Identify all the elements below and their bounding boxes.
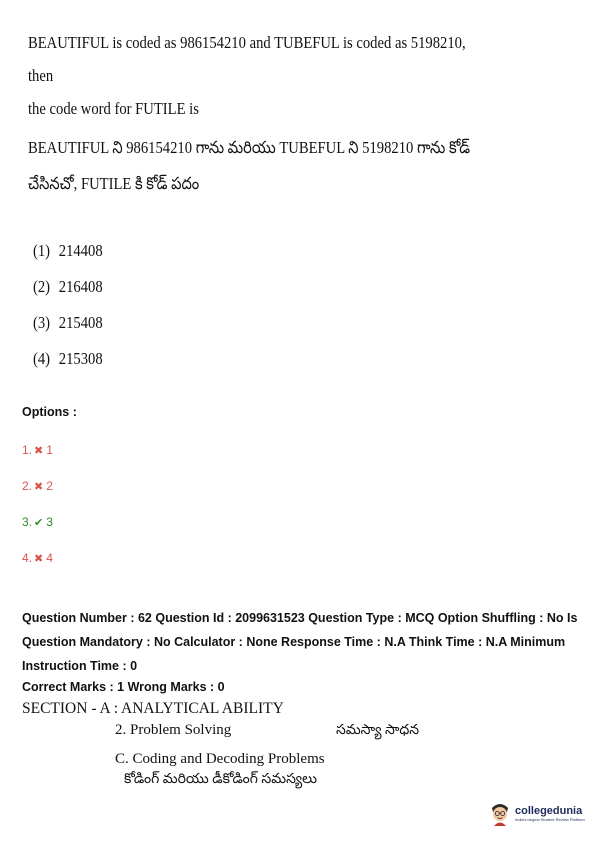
choice-value: 215408 — [58, 313, 103, 332]
choice-value: 216408 — [58, 277, 103, 296]
section-subtopic: 2. Problem Solving — [115, 722, 232, 738]
section-category: C. Coding and Decoding Problems — [115, 751, 325, 767]
answer-choices — [33, 239, 114, 383]
section-category-telugu: కోడింగ్ మరియు డీకోడింగ్ సమస్యలు — [124, 772, 317, 787]
question-english-line1: BEAUTIFUL is coded as 986154210 and TUBEFUL is coded as 5198210, then — [28, 33, 466, 85]
choice-1 — [33, 239, 103, 275]
check-icon: ✔ — [34, 517, 44, 529]
option-number: 4. — [22, 551, 33, 565]
logo-name: collegedunia — [515, 804, 583, 817]
student-mascot-icon — [488, 800, 512, 826]
question-telugu-line2: చేసినచో, FUTILE కి కోడ్ పదం — [28, 174, 200, 193]
options-heading: Options : — [22, 405, 77, 419]
option-2 — [22, 478, 53, 514]
option-4 — [22, 550, 53, 586]
question-metadata — [22, 606, 582, 678]
metadata-line3: Instruction Time : 0 — [22, 659, 138, 673]
question-telugu-line1: BEAUTIFUL ని 986154210 గాను మరియు TUBEFUL ని 5198210 గాను కోడ్ — [28, 138, 471, 157]
option-1 — [22, 442, 53, 478]
option-number: 1. — [22, 443, 33, 457]
option-number: 2. — [22, 479, 33, 493]
metadata-line1: Question Number : 62 Question Id : 2099631523 Question Type : MCQ Option Shuffling : No Is — [22, 611, 578, 625]
cross-icon: ✖ — [34, 481, 44, 493]
choice-value: 215308 — [58, 349, 103, 368]
cross-icon: ✖ — [34, 553, 44, 565]
metadata-line2: Question Mandatory : No Calculator : None Response Time : N.A Think Time : N.A Minimum — [22, 635, 566, 649]
choice-number: (2) — [33, 277, 51, 296]
choice-number: (4) — [33, 349, 51, 368]
option-value: 3 — [46, 515, 53, 529]
logo-tagline: India's largest Student Review Platform — [515, 816, 585, 822]
option-value: 2 — [46, 479, 53, 493]
choice-number: (3) — [33, 313, 51, 332]
option-number: 3. — [22, 515, 33, 529]
question-telugu — [28, 130, 510, 202]
choice-value: 214408 — [58, 241, 103, 260]
option-3 — [22, 514, 53, 550]
choice-number: (1) — [33, 241, 51, 260]
choice-2 — [33, 275, 103, 311]
choice-4 — [33, 347, 103, 383]
marks-info: Correct Marks : 1 Wrong Marks : 0 — [22, 680, 225, 694]
choice-3 — [33, 311, 103, 347]
section-title: SECTION - A : ANALYTICAL ABILITY — [22, 700, 284, 717]
options-list — [22, 442, 53, 586]
question-english-line2: the code word for FUTILE is — [28, 99, 199, 118]
section-subtopic-telugu: సమస్యా సాధన — [336, 723, 420, 738]
option-value: 4 — [46, 551, 53, 565]
question-english — [28, 26, 492, 125]
option-value: 1 — [46, 443, 53, 457]
collegedunia-logo — [488, 800, 585, 826]
cross-icon: ✖ — [34, 445, 44, 457]
